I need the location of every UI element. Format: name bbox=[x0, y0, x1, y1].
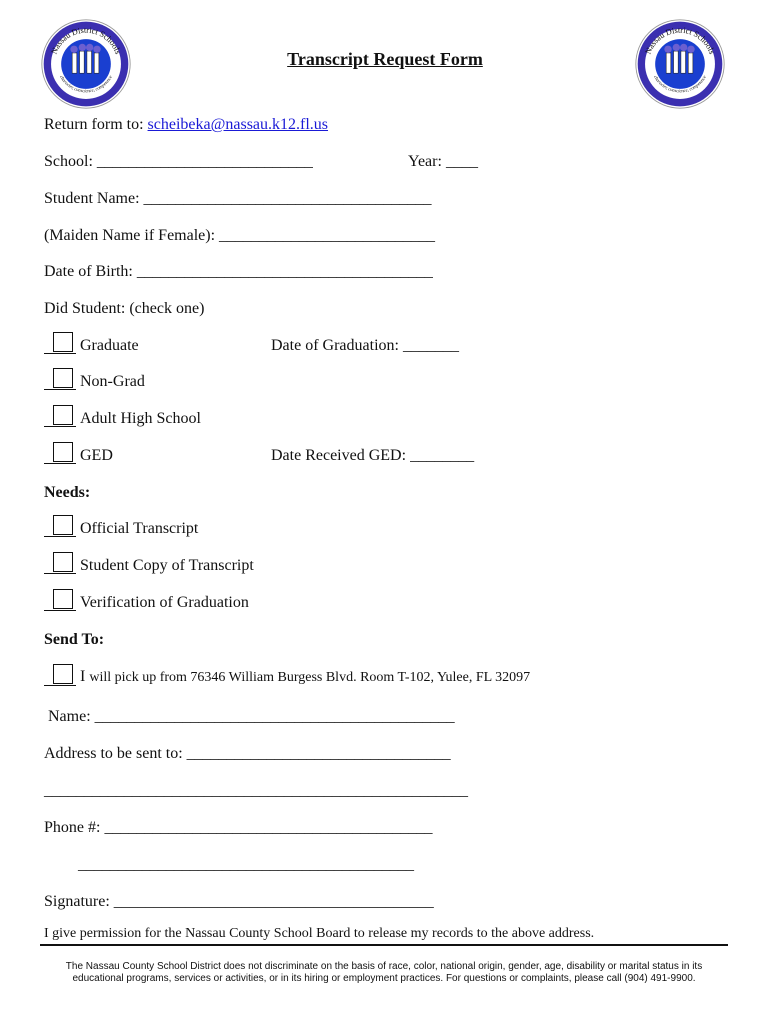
date-received-ged-label: Date Received GED: bbox=[271, 447, 411, 464]
logo-bottom-text: character, conscience, competence bbox=[58, 74, 114, 94]
date-of-birth-field[interactable] bbox=[44, 262, 433, 282]
graduate-checkbox[interactable] bbox=[44, 336, 76, 356]
logo-bottom-text: character, conscience, competence bbox=[652, 74, 708, 94]
ged-checkbox[interactable] bbox=[44, 446, 76, 466]
pickup-prefix: I bbox=[80, 668, 90, 685]
send-to-heading: Send To: bbox=[44, 631, 105, 648]
adult-high-school-label: Adult High School bbox=[80, 410, 201, 427]
signature-field[interactable] bbox=[44, 892, 434, 912]
school-label: School: bbox=[44, 153, 97, 170]
student-copy-label: Student Copy of Transcript bbox=[80, 557, 254, 574]
return-email-link[interactable]: scheibeka@nassau.k12.fl.us bbox=[147, 116, 329, 133]
option-non-grad[interactable] bbox=[44, 372, 145, 392]
send-pickup-option[interactable] bbox=[44, 667, 530, 688]
verification-checkbox[interactable] bbox=[44, 593, 76, 613]
option-adult-high-school[interactable] bbox=[44, 409, 201, 429]
year-field[interactable] bbox=[408, 152, 478, 172]
footer-line-1: The Nassau County School District does not discriminate on the basis of race, color, national origin, gender, age, disability or marital status in its bbox=[65, 961, 703, 972]
name-label: Name: bbox=[48, 708, 95, 725]
return-to-line bbox=[44, 115, 328, 135]
student-copy-checkbox[interactable] bbox=[44, 556, 76, 576]
dob-blank[interactable]: _____________________________________ bbox=[136, 263, 433, 280]
did-student-label: Did Student: (check one) bbox=[44, 300, 205, 317]
date-of-graduation-blank[interactable]: _______ bbox=[402, 337, 459, 354]
footer-line-2: educational programs, services or activities, or in its hiring or employment practices. For questions or complaints, please call (904) 491-9900. bbox=[72, 973, 696, 984]
official-transcript-label: Official Transcript bbox=[80, 520, 199, 537]
logo-top-text: Nassau District Schools bbox=[49, 25, 123, 56]
need-student-copy[interactable] bbox=[44, 556, 254, 576]
address-line-2[interactable]: _____________________________________________________ bbox=[44, 782, 468, 799]
address-blank[interactable]: _________________________________ bbox=[186, 745, 451, 762]
maiden-name-blank[interactable]: ___________________________ bbox=[219, 227, 436, 244]
phone-field[interactable] bbox=[44, 818, 432, 838]
official-transcript-checkbox[interactable] bbox=[44, 519, 76, 539]
signature-label: Signature: bbox=[44, 893, 114, 910]
phone-label: Phone #: bbox=[44, 819, 105, 836]
return-to-label: Return form to: bbox=[44, 116, 148, 133]
phone-line-2[interactable]: __________________________________________ bbox=[78, 856, 414, 873]
date-of-graduation-label: Date of Graduation: bbox=[271, 337, 403, 354]
signature-blank[interactable]: ________________________________________ bbox=[113, 893, 434, 910]
date-received-ged-field[interactable] bbox=[271, 446, 474, 466]
date-received-ged-blank[interactable]: ________ bbox=[410, 447, 475, 464]
logo-top-text: Nassau District Schools bbox=[643, 25, 717, 56]
option-graduate[interactable] bbox=[44, 336, 139, 356]
student-name-field[interactable] bbox=[44, 189, 432, 209]
need-verification[interactable] bbox=[44, 593, 249, 613]
needs-heading: Needs: bbox=[44, 484, 91, 501]
graduate-label: Graduate bbox=[80, 337, 139, 354]
year-blank[interactable]: ____ bbox=[445, 153, 478, 170]
need-official-transcript[interactable] bbox=[44, 519, 198, 539]
name-field[interactable] bbox=[48, 707, 455, 727]
address-field[interactable] bbox=[44, 744, 451, 764]
school-blank[interactable]: ___________________________ bbox=[96, 153, 313, 170]
address-label: Address to be sent to: bbox=[44, 745, 187, 762]
phone-blank[interactable]: _________________________________________ bbox=[104, 819, 433, 836]
non-grad-checkbox[interactable] bbox=[44, 372, 76, 392]
non-discrimination-footer bbox=[40, 961, 728, 985]
form-title: Transcript Request Form bbox=[287, 49, 483, 69]
pickup-address-text: will pick up from 76346 William Burgess Blvd. Room T-102, Yulee, FL 32097 bbox=[89, 670, 531, 685]
dob-label: Date of Birth: bbox=[44, 263, 137, 280]
maiden-name-field[interactable] bbox=[44, 226, 435, 246]
ged-label: GED bbox=[80, 447, 113, 464]
footer-divider bbox=[40, 944, 728, 946]
maiden-name-label: (Maiden Name if Female): bbox=[44, 227, 220, 244]
date-of-graduation-field[interactable] bbox=[271, 336, 459, 356]
school-field[interactable] bbox=[44, 152, 313, 172]
verification-label: Verification of Graduation bbox=[80, 594, 249, 611]
non-grad-label: Non-Grad bbox=[80, 373, 145, 390]
student-name-label: Student Name: bbox=[44, 190, 144, 207]
name-blank[interactable]: _____________________________________________ bbox=[94, 708, 455, 725]
pickup-checkbox[interactable] bbox=[44, 668, 76, 688]
student-name-blank[interactable]: ____________________________________ bbox=[143, 190, 432, 207]
option-ged[interactable] bbox=[44, 446, 113, 466]
adult-high-school-checkbox[interactable] bbox=[44, 409, 76, 429]
year-label: Year: bbox=[408, 153, 446, 170]
permission-statement: I give permission for the Nassau County School Board to release my records to the above address. bbox=[44, 926, 595, 941]
